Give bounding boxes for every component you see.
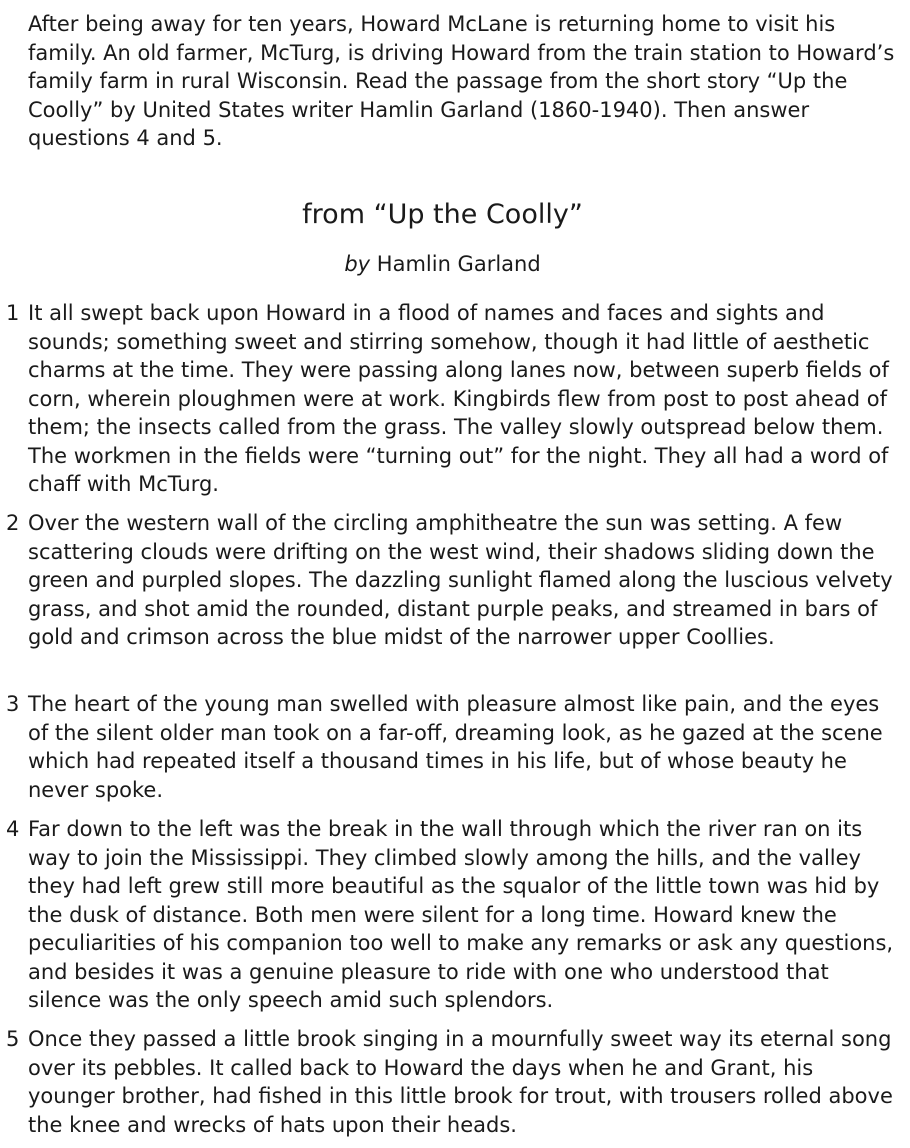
byline: [0, 250, 885, 279]
paragraph-number: 1: [6, 301, 20, 325]
byline-by: by: [344, 252, 371, 276]
paragraph-number: 2: [6, 511, 20, 535]
paragraph-text: Once they passed a little brook singing in a mournfully sweet way its eternal song over its pebbles. It called back to Howard the days when he and Grant, his younger brother, had fished in this little brook for trout, with trousers rolled above the knee and wrecks of hats upon their heads.: [28, 1027, 893, 1137]
paragraph-number: 5: [6, 1027, 20, 1051]
paragraph-number: 3: [6, 692, 20, 716]
paragraph-text: It all swept back upon Howard in a flood of names and faces and sights and sounds; something sweet and stirring somehow, though it had little of aesthetic charms at the time. They were passing along lanes now, between superb fields of corn, wherein ploughmen were at work. Kingbirds flew from post to post ahead of them; the insects called from the grass. The valley slowly outspread below them. The workmen in the fields were “turning out” for the night. They all had a word of chaff with McTurg.: [28, 301, 889, 496]
paragraph-text: Far down to the left was the break in the wall through which the river ran on its way to join the Mississippi. They climbed slowly among the hills, and the valley they had left grew still more beautiful as the squalor of the little town was hid by the dusk of distance. Both men were silent for a long time. Howard knew the peculiarities of his companion too well to make any remarks or ask any questions, and besides it was a genuine pleasure to ride with one who understood that silence was the only speech amid such splendors.: [28, 817, 894, 1012]
intro-text: After being away for ten years, Howard McLane is returning home to visit his family. An old farmer, McTurg, is driving Howard from the train station to Howard’s family farm in rural Wisconsin. Read the passage from the short story “Up the Coolly” by United States writer Hamlin Garland (1860-1940). Then answer questions 4 and 5.: [28, 12, 895, 150]
paragraph-number: 4: [6, 817, 20, 841]
byline-author: Hamlin Garland: [376, 252, 541, 276]
paragraph-text: The heart of the young man swelled with pleasure almost like pain, and the eyes of the silent older man took on a far-off, dreaming look, as he gazed at the scene which had repeated itself a thousand times in his life, but of whose beauty he never spoke.: [28, 692, 883, 802]
story-title: from “Up the Coolly”: [302, 199, 583, 230]
paragraph-text: Over the western wall of the circling amphitheatre the sun was setting. A few scattering clouds were drifting on the west wind, their shadows sliding down the green and purpled slopes. The dazzling sunlight flamed along the luscious velvety grass, and shot amid the rounded, distant purple peaks, and streamed in bars of gold and crimson across the blue midst of the narrower upper Coollies.: [28, 511, 893, 649]
